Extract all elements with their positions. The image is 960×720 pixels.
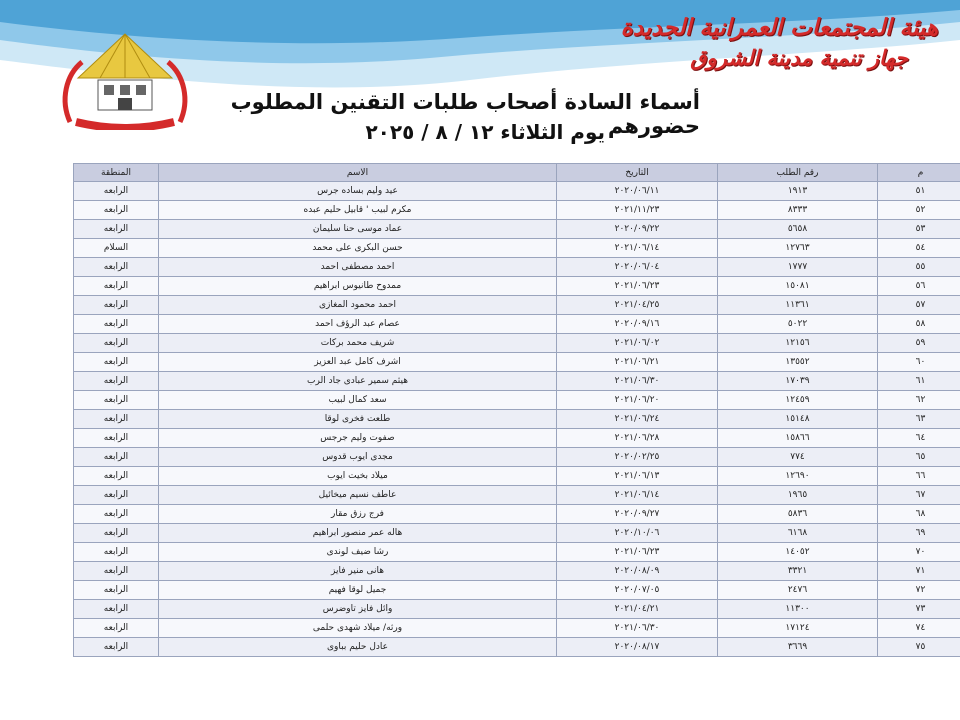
table-row [74, 372, 960, 391]
col-header-date: التاريخ [557, 164, 718, 182]
cell-number: ٧٢ [878, 581, 960, 600]
cell-request-no: ٣٣٢١ [718, 562, 878, 581]
table-row [74, 277, 960, 296]
attendees-table [73, 163, 960, 657]
table-row [74, 543, 960, 562]
cell-request-no: ١٧٧٧ [718, 258, 878, 277]
cell-number: ٦٩ [878, 524, 960, 543]
cell-request-no: ١٣٥٥٢ [718, 353, 878, 372]
cell-number: ٥٨ [878, 315, 960, 334]
col-header-number: م [878, 164, 960, 182]
cell-date: ٢٠٢١/٠٤/٢١ [557, 600, 718, 619]
table-row [74, 619, 960, 638]
cell-request-no: ٨٣٣٣ [718, 201, 878, 220]
cell-name: ورثه/ ميلاد شهدى حلمى [159, 619, 557, 638]
cell-date: ٢٠٢١/٠٦/٢٣ [557, 277, 718, 296]
table-row [74, 258, 960, 277]
cell-number: ٦٧ [878, 486, 960, 505]
table-row [74, 467, 960, 486]
table-row [74, 334, 960, 353]
table-row [74, 600, 960, 619]
cell-date: ٢٠٢٠/٠٨/٠٩ [557, 562, 718, 581]
table-row [74, 486, 960, 505]
table-row [74, 239, 960, 258]
col-header-name: الاسم [159, 164, 557, 182]
cell-area: الرابعه [74, 467, 159, 486]
cell-name: اشرف كامل عبد العزيز [159, 353, 557, 372]
table-row [74, 448, 960, 467]
cell-name: سعد كمال لبيب [159, 391, 557, 410]
cell-request-no: ١٧٠٣٩ [718, 372, 878, 391]
cell-name: فرج رزق مقار [159, 505, 557, 524]
cell-number: ٥٦ [878, 277, 960, 296]
table-row [74, 220, 960, 239]
cell-area: الرابعه [74, 638, 159, 657]
cell-request-no: ١٥٠٨١ [718, 277, 878, 296]
cell-name: وائل فايز تاوضرس [159, 600, 557, 619]
organization-name: هيئة المجتمعات العمرانية الجديدة [620, 15, 938, 41]
table-row [74, 581, 960, 600]
cell-area: الرابعه [74, 315, 159, 334]
cell-area: السلام [74, 239, 159, 258]
table-row [74, 505, 960, 524]
table-row [74, 315, 960, 334]
cell-date: ٢٠٢١/٠٦/٣٠ [557, 372, 718, 391]
cell-name: هانى منير فايز [159, 562, 557, 581]
cell-area: الرابعه [74, 562, 159, 581]
cell-request-no: ٥٠٢٢ [718, 315, 878, 334]
cell-name: هاله عمر منصور ابراهيم [159, 524, 557, 543]
cell-area: الرابعه [74, 486, 159, 505]
cell-area: الرابعه [74, 524, 159, 543]
cell-date: ٢٠٢٠/٠٩/١٦ [557, 315, 718, 334]
table-row [74, 201, 960, 220]
cell-name: مجدى ايوب قدوس [159, 448, 557, 467]
cell-area: الرابعه [74, 277, 159, 296]
cell-request-no: ١٥١٤٨ [718, 410, 878, 429]
cell-date: ٢٠٢٠/١٠/٠٦ [557, 524, 718, 543]
cell-request-no: ٣٦٦٩ [718, 638, 878, 657]
cell-request-no: ١٢٧٦٣ [718, 239, 878, 258]
cell-name: ميلاد بخيت ايوب [159, 467, 557, 486]
cell-area: الرابعه [74, 391, 159, 410]
cell-date: ٢٠٢١/٠٦/٢٠ [557, 391, 718, 410]
table-row [74, 391, 960, 410]
cell-number: ٥٣ [878, 220, 960, 239]
cell-date: ٢٠٢١/٠٦/٢١ [557, 353, 718, 372]
cell-request-no: ١٢٤٥٩ [718, 391, 878, 410]
cell-number: ٧٤ [878, 619, 960, 638]
cell-request-no: ٢٤٧٦ [718, 581, 878, 600]
cell-number: ٦٠ [878, 353, 960, 372]
table-row [74, 562, 960, 581]
cell-date: ٢٠٢٠/٠٩/٢٢ [557, 220, 718, 239]
cell-number: ٥٥ [878, 258, 960, 277]
cell-name: هيثم سمير عبادى جاد الرب [159, 372, 557, 391]
cell-request-no: ١٩١٣ [718, 182, 878, 201]
cell-name: عيد وليم بساده جرس [159, 182, 557, 201]
cell-area: الرابعه [74, 201, 159, 220]
table-row [74, 353, 960, 372]
cell-number: ٥١ [878, 182, 960, 201]
cell-area: الرابعه [74, 600, 159, 619]
cell-date: ٢٠٢١/٠٦/٢٤ [557, 410, 718, 429]
cell-area: الرابعه [74, 429, 159, 448]
cell-name: طلعت فخرى لوقا [159, 410, 557, 429]
cell-name: مكرم لبيب ' قابيل حليم عبده [159, 201, 557, 220]
cell-area: الرابعه [74, 334, 159, 353]
cell-date: ٢٠٢٠/٠٦/٠٤ [557, 258, 718, 277]
cell-number: ٥٧ [878, 296, 960, 315]
cell-date: ٢٠٢١/٠٦/٣٠ [557, 619, 718, 638]
cell-name: ممدوح طانيوس ابراهيم [159, 277, 557, 296]
cell-area: الرابعه [74, 182, 159, 201]
cell-request-no: ١٥٨٦٦ [718, 429, 878, 448]
cell-request-no: ٧٧٤ [718, 448, 878, 467]
table-header-row [74, 164, 960, 182]
cell-number: ٧٠ [878, 543, 960, 562]
cell-date: ٢٠٢٠/٠٦/١١ [557, 182, 718, 201]
cell-date: ٢٠٢١/٠٦/١٣ [557, 467, 718, 486]
cell-name: عصام عبد الرؤف احمد [159, 315, 557, 334]
table-row [74, 429, 960, 448]
cell-name: جميل لوقا فهيم [159, 581, 557, 600]
cell-date: ٢٠٢١/٠٦/١٤ [557, 239, 718, 258]
cell-name: شريف محمد بركات [159, 334, 557, 353]
cell-request-no: ١٧١٢٤ [718, 619, 878, 638]
cell-date: ٢٠٢١/٠٦/٢٣ [557, 543, 718, 562]
cell-number: ٦٣ [878, 410, 960, 429]
cell-date: ٢٠٢٠/٠٧/٠٥ [557, 581, 718, 600]
cell-area: الرابعه [74, 372, 159, 391]
table-row [74, 524, 960, 543]
cell-name: عماد موسى حنا سليمان [159, 220, 557, 239]
cell-area: الرابعه [74, 448, 159, 467]
cell-date: ٢٠٢١/٠٦/٠٢ [557, 334, 718, 353]
cell-area: الرابعه [74, 543, 159, 562]
cell-date: ٢٠٢٠/٠٢/٢٥ [557, 448, 718, 467]
table-row [74, 296, 960, 315]
cell-request-no: ١٢٦٩٠ [718, 467, 878, 486]
cell-request-no: ١٢١٥٦ [718, 334, 878, 353]
cell-area: الرابعه [74, 619, 159, 638]
cell-area: الرابعه [74, 296, 159, 315]
cell-request-no: ٥٦٥٨ [718, 220, 878, 239]
organization-header [621, 12, 938, 72]
cell-area: الرابعه [74, 505, 159, 524]
cell-date: ٢٠٢١/٠٤/٢٥ [557, 296, 718, 315]
cell-date: ٢٠٢١/٠٦/١٤ [557, 486, 718, 505]
cell-request-no: ١٤٠٥٢ [718, 543, 878, 562]
cell-name: عاطف نسيم ميخائيل [159, 486, 557, 505]
cell-number: ٧١ [878, 562, 960, 581]
cell-request-no: ١٩٦٥ [718, 486, 878, 505]
cell-area: الرابعه [74, 581, 159, 600]
cell-number: ٦٥ [878, 448, 960, 467]
cell-number: ٦٦ [878, 467, 960, 486]
cell-date: ٢٠٢١/٠٦/٢٨ [557, 429, 718, 448]
cell-number: ٥٩ [878, 334, 960, 353]
cell-name: صفوت وليم جرجس [159, 429, 557, 448]
cell-number: ٧٥ [878, 638, 960, 657]
cell-number: ٥٤ [878, 239, 960, 258]
agency-name: جهاز تنمية مدينة الشروق [690, 46, 908, 70]
page-title: أسماء السادة أصحاب طلبات التقنين المطلوب حضورهم [230, 90, 700, 138]
cell-number: ٦٢ [878, 391, 960, 410]
cell-date: ٢٠٢٠/٠٨/١٧ [557, 638, 718, 657]
cell-name: عادل حليم بباوى [159, 638, 557, 657]
cell-name: حسن البكرى على محمد [159, 239, 557, 258]
table-row [74, 638, 960, 657]
cell-number: ٦٤ [878, 429, 960, 448]
cell-area: الرابعه [74, 220, 159, 239]
cell-name: رشا ضيف لوندى [159, 543, 557, 562]
cell-number: ٦٨ [878, 505, 960, 524]
cell-number: ٥٢ [878, 201, 960, 220]
cell-number: ٧٣ [878, 600, 960, 619]
cell-area: الرابعه [74, 410, 159, 429]
cell-date: ٢٠٢٠/٠٩/٢٧ [557, 505, 718, 524]
cell-date: ٢٠٢١/١١/٢٣ [557, 201, 718, 220]
cell-name: احمد محمود المغازى [159, 296, 557, 315]
cell-number: ٦١ [878, 372, 960, 391]
page-subtitle: يوم الثلاثاء ١٢ / ٨ / ٢٠٢٥ [365, 120, 605, 144]
cell-request-no: ٦١٦٨ [718, 524, 878, 543]
cell-name: احمد مصطفى احمد [159, 258, 557, 277]
cell-request-no: ١١٣٠٠ [718, 600, 878, 619]
table-row [74, 410, 960, 429]
col-header-area: المنطقة [74, 164, 159, 182]
cell-request-no: ٥٨٣٦ [718, 505, 878, 524]
cell-request-no: ١١٣٦١ [718, 296, 878, 315]
cell-area: الرابعه [74, 353, 159, 372]
col-header-request-no: رقم الطلب [718, 164, 878, 182]
authority-logo [60, 30, 190, 130]
cell-area: الرابعه [74, 258, 159, 277]
table-row [74, 182, 960, 201]
